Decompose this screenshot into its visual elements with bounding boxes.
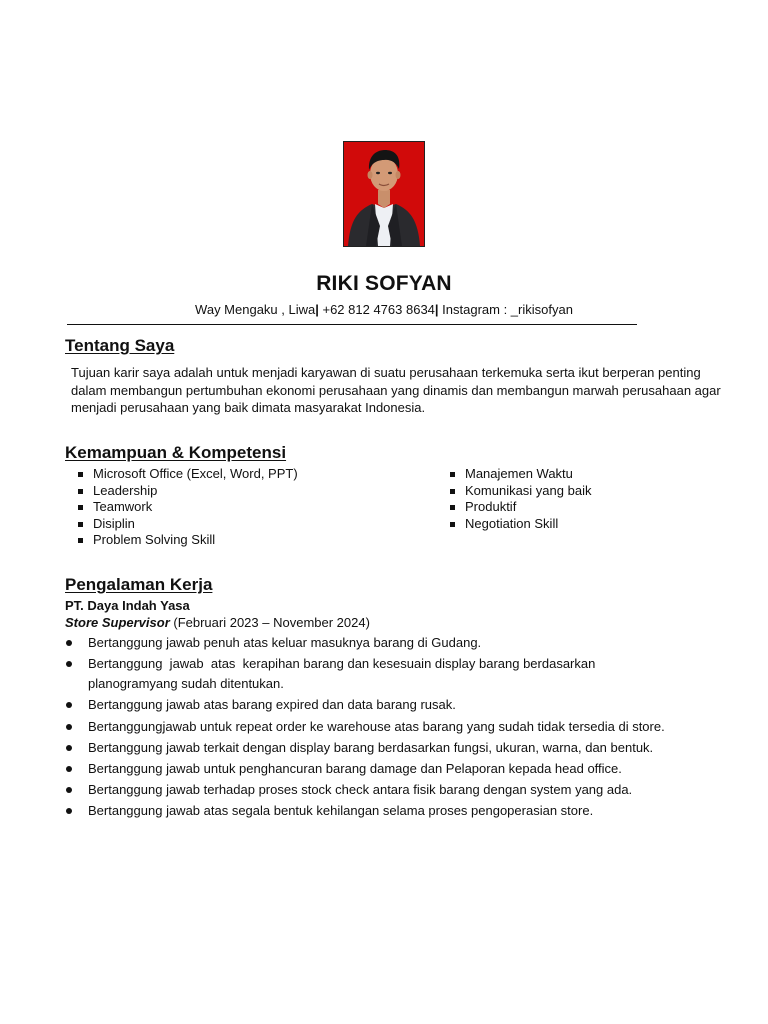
role-line	[65, 615, 370, 630]
list-item: Disiplin	[76, 516, 298, 533]
bullet-icon	[66, 661, 72, 667]
person-photo-icon	[344, 142, 424, 246]
separator: |	[434, 302, 439, 317]
bullet-icon	[66, 808, 72, 814]
list-item: Bertanggung jawab atas barang expired dan data barang rusak.	[65, 695, 735, 715]
header-divider	[67, 324, 637, 325]
phone-text: +62 812 4763 8634	[318, 302, 435, 317]
list-item: Bertanggungjawab untuk repeat order ke warehouse atas barang yang sudah tidak tersedia di store.	[65, 717, 735, 737]
bullet-icon	[66, 787, 72, 793]
job-period: (Februari 2023 – November 2024)	[169, 615, 370, 630]
list-item: Microsoft Office (Excel, Word, PPT)	[76, 466, 298, 483]
experience-heading: Pengalaman Kerja	[65, 575, 213, 594]
list-item: Teamwork	[76, 499, 298, 516]
square-bullet-icon	[450, 472, 455, 477]
about-heading: Tentang Saya	[65, 336, 175, 355]
about-text: Tujuan karir saya adalah untuk menjadi karyawan di suatu perusahaan terkemuka serta ikut berperan penting dalam membangun pertumbuhan ekonomi perusahaan yang dinamis dan membangun marwah perusahaan agar menjadi perusahaan yang baik dimata masyarakat Indonesia.	[71, 365, 721, 415]
list-item: Negotiation Skill	[448, 516, 591, 533]
square-bullet-icon	[78, 489, 83, 494]
instagram-text: Instagram : _rikisofyan	[438, 302, 573, 317]
profile-photo	[343, 141, 425, 247]
square-bullet-icon	[450, 489, 455, 494]
list-item: Bertanggung jawab untuk penghancuran barang damage dan Pelaporan kepada head office.	[65, 759, 735, 779]
bullet-icon	[66, 702, 72, 708]
list-item: Problem Solving Skill	[76, 532, 298, 549]
list-item: Bertanggung jawab atas kerapihan barang dan kesesuain display barang berdasarkan planogramyang sudah ditentukan.	[65, 654, 735, 694]
bullet-icon	[66, 766, 72, 772]
candidate-name: RIKI SOFYAN	[316, 272, 452, 295]
location-text: Way Mengaku , Liwa	[195, 302, 316, 317]
list-item: Bertanggung jawab penuh atas keluar masuknya barang di Gudang.	[65, 633, 735, 653]
bullet-icon	[66, 724, 72, 730]
square-bullet-icon	[78, 472, 83, 477]
list-item: Produktif	[448, 499, 591, 516]
list-item: Bertanggung jawab terhadap proses stock check antara fisik barang dengan system yang ada.	[65, 780, 735, 800]
bullet-icon	[66, 745, 72, 751]
skills-heading: Kemampuan & Kompetensi	[65, 443, 287, 462]
skills-list-left	[76, 466, 298, 549]
list-item: Manajemen Waktu	[448, 466, 591, 483]
list-item: Bertanggung jawab atas segala bentuk kehilangan selama proses pengoperasian store.	[65, 801, 735, 821]
square-bullet-icon	[450, 505, 455, 510]
contact-line	[0, 302, 768, 317]
list-item: Bertanggung jawab terkait dengan display barang berdasarkan fungsi, ukuran, warna, dan bentuk.	[65, 738, 735, 758]
bullet-icon	[66, 640, 72, 646]
list-item: Leadership	[76, 483, 298, 500]
square-bullet-icon	[78, 538, 83, 543]
skills-list-right	[448, 466, 591, 532]
square-bullet-icon	[78, 522, 83, 527]
company-name: PT. Daya Indah Yasa	[65, 598, 190, 613]
separator: |	[315, 302, 319, 317]
square-bullet-icon	[78, 505, 83, 510]
square-bullet-icon	[450, 522, 455, 527]
list-item: Komunikasi yang baik	[448, 483, 591, 500]
job-title: Store Supervisor	[65, 615, 170, 630]
duties-list	[65, 633, 735, 823]
